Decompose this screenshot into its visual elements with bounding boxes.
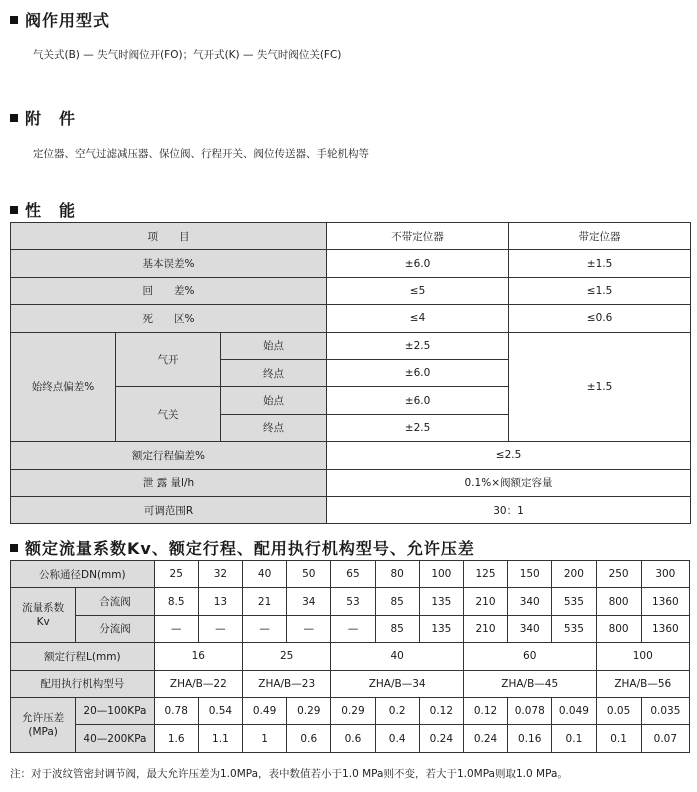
dn-value: 65 <box>331 561 375 588</box>
cell-value: ±2.5 <box>327 414 509 441</box>
dp2-value: 0.24 <box>463 725 507 752</box>
cell-value: 30：1 <box>327 496 691 523</box>
performance-table <box>10 222 691 524</box>
dp1-value: 0.05 <box>596 697 641 724</box>
sub-label: 始点 <box>221 332 327 359</box>
dn-value: 250 <box>596 561 641 588</box>
split-kv-value: 340 <box>508 615 552 642</box>
sub-label: 终点 <box>221 359 327 386</box>
merge-kv-value: 34 <box>287 588 331 615</box>
sub-label: 始点 <box>221 387 327 414</box>
row-label: 回 差% <box>11 277 327 304</box>
stroke-value: 60 <box>463 643 596 670</box>
sub-label: 气关 <box>116 387 221 442</box>
dp2-value: 1.6 <box>154 725 198 752</box>
split-kv-value: — <box>243 615 287 642</box>
dp2-value: 0.1 <box>552 725 596 752</box>
merge-kv-value: 85 <box>375 588 419 615</box>
dn-value: 25 <box>154 561 198 588</box>
dp2-value: 0.07 <box>641 725 689 752</box>
actuator-value: ZHA/B—56 <box>596 670 690 697</box>
merge-kv-value: 1360 <box>641 588 689 615</box>
dn-value: 150 <box>508 561 552 588</box>
actuator-value: ZHA/B—22 <box>154 670 242 697</box>
dp1-value: 0.078 <box>508 697 552 724</box>
cell-value: ±6.0 <box>327 359 509 386</box>
split-label: 分流阀 <box>76 615 154 642</box>
dn-value: 32 <box>198 561 242 588</box>
actuator-label: 配用执行机构型号 <box>11 670 155 697</box>
dp1-value: 0.49 <box>243 697 287 724</box>
header-no-positioner: 不带定位器 <box>327 223 509 250</box>
split-kv-value: 1360 <box>641 615 689 642</box>
section-heading-accessories: 附 件 <box>10 106 76 129</box>
merge-label: 合流阀 <box>76 588 154 615</box>
merge-kv-value: 13 <box>198 588 242 615</box>
flow-coefficient-table <box>10 560 690 753</box>
stroke-label: 额定行程L(mm) <box>11 643 155 670</box>
split-kv-value: 800 <box>596 615 641 642</box>
sub-label: 终点 <box>221 414 327 441</box>
square-bullet-icon <box>10 544 18 552</box>
row-label: 始终点偏差% <box>11 332 116 442</box>
dp2-value: 0.24 <box>419 725 463 752</box>
dp2-value: 0.1 <box>596 725 641 752</box>
footnote: 注：对于波纹管密封调节阀，最大允许压差为1.0MPa，表中数值若小于1.0 MPa则不变，若大于1.0MPa则取1.0 MPa。 <box>10 768 568 780</box>
split-kv-value: — <box>331 615 375 642</box>
row-label: 可调范围R <box>11 496 327 523</box>
kv-label: 流量系数 Kv <box>11 588 76 643</box>
merge-kv-value: 53 <box>331 588 375 615</box>
dp1-value: 0.2 <box>375 697 419 724</box>
stroke-value: 40 <box>331 643 464 670</box>
dn-value: 300 <box>641 561 689 588</box>
cell-value: ±1.5 <box>509 250 691 277</box>
actuator-value: ZHA/B—23 <box>243 670 331 697</box>
stroke-value: 25 <box>243 643 331 670</box>
square-bullet-icon <box>10 206 18 214</box>
split-kv-value: 210 <box>463 615 507 642</box>
header-with-positioner: 带定位器 <box>509 223 691 250</box>
dp2-value: 1.1 <box>198 725 242 752</box>
accessories-text: 定位器、空气过滤减压器、保位阀、行程开关、阀位传送器、手轮机构等 <box>33 148 369 160</box>
dn-value: 200 <box>552 561 596 588</box>
cell-value: 0.1%×阀额定容量 <box>327 469 691 496</box>
dp2-value: 0.16 <box>508 725 552 752</box>
cell-value: ≤4 <box>327 305 509 332</box>
cell-value: ≤5 <box>327 277 509 304</box>
cell-value: ±6.0 <box>327 250 509 277</box>
dp2-value: 0.4 <box>375 725 419 752</box>
dp2-value: 1 <box>243 725 287 752</box>
dp1-value: 0.035 <box>641 697 689 724</box>
merge-kv-value: 21 <box>243 588 287 615</box>
split-kv-value: — <box>198 615 242 642</box>
merge-kv-value: 8.5 <box>154 588 198 615</box>
dp2-value: 0.6 <box>287 725 331 752</box>
dp2-label: 40—200KPa <box>76 725 154 752</box>
section-heading-action: 阀作用型式 <box>10 8 110 31</box>
split-kv-value: — <box>154 615 198 642</box>
section-heading-performance: 性 能 <box>10 198 76 221</box>
cell-value: ≤0.6 <box>509 305 691 332</box>
dp1-value: 0.12 <box>463 697 507 724</box>
merge-kv-value: 535 <box>552 588 596 615</box>
square-bullet-icon <box>10 114 18 122</box>
cell-value: ≤1.5 <box>509 277 691 304</box>
stroke-value: 100 <box>596 643 690 670</box>
row-label: 泄 露 量l/h <box>11 469 327 496</box>
dn-value: 50 <box>287 561 331 588</box>
merge-kv-value: 210 <box>463 588 507 615</box>
split-kv-value: — <box>287 615 331 642</box>
dp1-value: 0.049 <box>552 697 596 724</box>
merge-kv-value: 800 <box>596 588 641 615</box>
dn-label: 公称通径DN(mm) <box>11 561 155 588</box>
split-kv-value: 535 <box>552 615 596 642</box>
split-kv-value: 135 <box>419 615 463 642</box>
cell-value: ±6.0 <box>327 387 509 414</box>
dn-value: 80 <box>375 561 419 588</box>
row-label: 额定行程偏差% <box>11 442 327 469</box>
section-heading-flow: 额定流量系数Kv、额定行程、配用执行机构型号、允许压差 <box>10 536 475 559</box>
dn-value: 125 <box>463 561 507 588</box>
merge-kv-value: 340 <box>508 588 552 615</box>
action-type-text: 气关式(B) — 失气时阀位开(FO)；气开式(K) — 失气时阀位关(FC) <box>33 49 342 61</box>
row-label: 死 区% <box>11 305 327 332</box>
sub-label: 气开 <box>116 332 221 387</box>
cell-value: ≤2.5 <box>327 442 691 469</box>
dp1-value: 0.29 <box>331 697 375 724</box>
actuator-value: ZHA/B—34 <box>331 670 464 697</box>
dp-label: 允许压差 (MPa) <box>11 697 76 752</box>
merge-kv-value: 135 <box>419 588 463 615</box>
dp1-value: 0.54 <box>198 697 242 724</box>
cell-value: ±2.5 <box>327 332 509 359</box>
dp1-value: 0.29 <box>287 697 331 724</box>
dn-value: 100 <box>419 561 463 588</box>
dn-value: 40 <box>243 561 287 588</box>
dp1-label: 20—100KPa <box>76 697 154 724</box>
dp1-value: 0.78 <box>154 697 198 724</box>
dp2-value: 0.6 <box>331 725 375 752</box>
square-bullet-icon <box>10 16 18 24</box>
actuator-value: ZHA/B—45 <box>463 670 596 697</box>
cell-value: ±1.5 <box>509 332 691 442</box>
split-kv-value: 85 <box>375 615 419 642</box>
dp1-value: 0.12 <box>419 697 463 724</box>
row-label: 基本误差% <box>11 250 327 277</box>
header-item: 项 目 <box>11 223 327 250</box>
stroke-value: 16 <box>154 643 242 670</box>
